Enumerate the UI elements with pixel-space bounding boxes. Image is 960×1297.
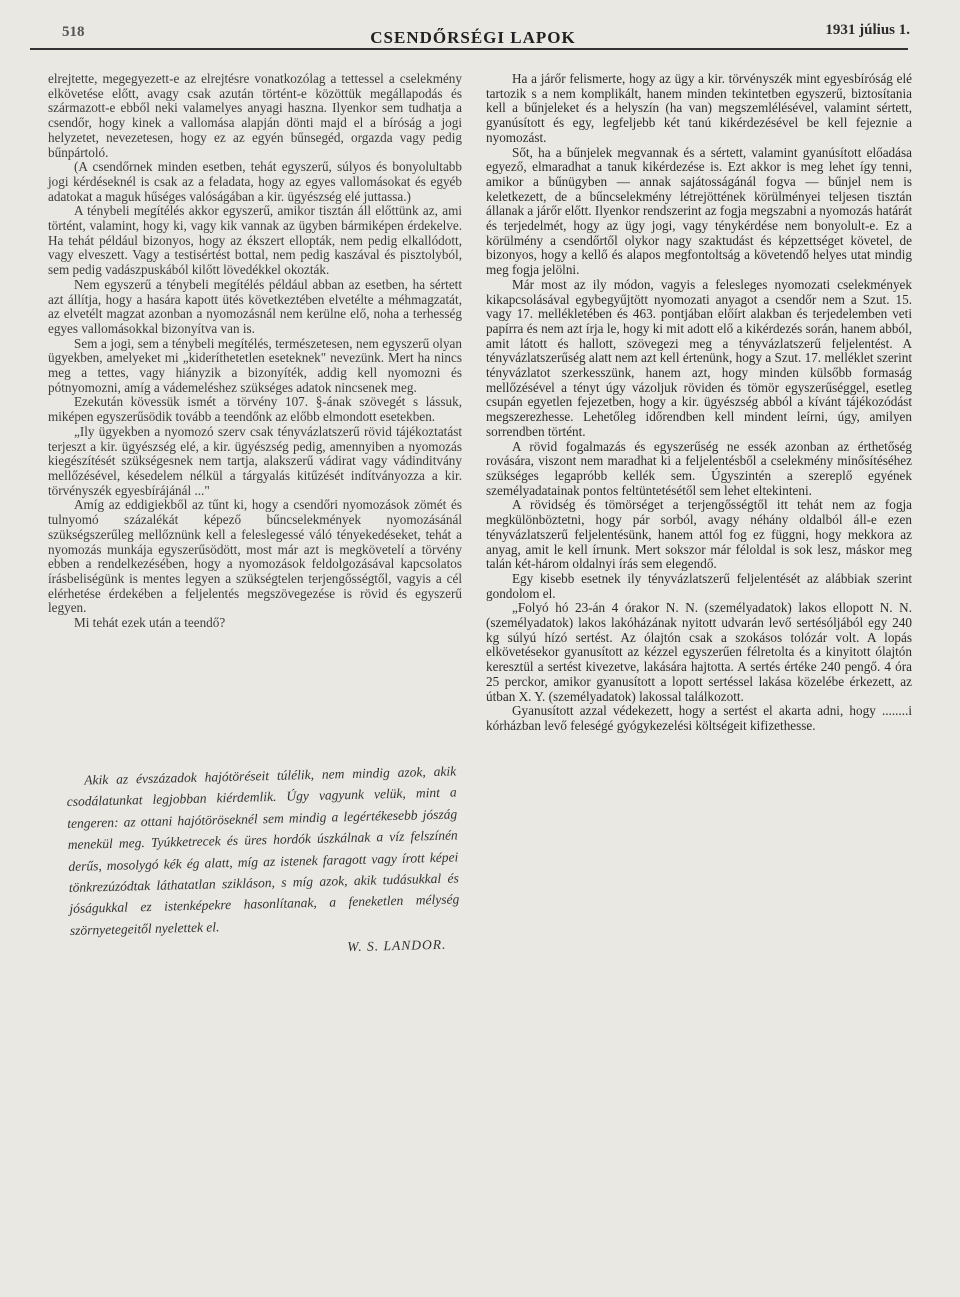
right-paragraph-6: Egy kisebb esetnek ily tényvázlatszerű feljelentését az alábbiak szerint gondolom el. [486,570,912,601]
left-paragraph-5: Sem a jogi, sem a ténybeli megítélés, természetesen, nem egyszerű olyan ügyekben, amelyeket mi „kideríthetetlen eseteknek" nevezünk. Mert ha nincs meg a tettes, vagy hiányzik a bizonyíték, addig kell nyomozni és pótnyomozni, amíg a vádemeléshez szükséges adatok nincsenek meg. [48,335,462,395]
landor-quote [66,760,461,964]
right-paragraph-7: „Folyó hó 23-án 4 órakor N. N. (személyadatok) lakos ellopott N. N. (személyadatok) lakos lakóházának nyitott udvarán levő sertésóljából egy 240 kg súlyú hízó sertést. Az ólajtón csak a szokásos tolózár volt. A lopás elkövetésekor gyanusított az kézzel egyszerűen félretolta és a kinyitott ólajtón keresztül a sertést kivezetve, lakására hajtotta. A sertés értéke 240 pengő. 4 óra 25 perckor, amikor gyanusított a lopott sertéssel lakása közelébe érkezett, az útban X. Y. (személyadatok) lakossal találkozott. [486,600,912,704]
left-column [48,72,462,631]
right-paragraph-5: A rövidség és tömörséget a terjengősségtől itt tehát nem az fogja megkülönböztetni, hogy pár sorból, avagy néhány oldalból áll-e ezen tényvázlatszerű feljelentésünk, hanem attól fog ez függni, hogy mekkora az anyag, amit le kell írnunk. Mert sokszor már féloldal is sok lesz, máskor meg talán két-három oldalnyi írás sem elegendő. [486,497,912,572]
right-paragraph-4: A rövid fogalmazás és egyszerűség ne essék azonban az érthetőség rovására, viszont nem maradhat ki a feljelentésből a cselekmény minősítéséhez szükséges legapróbb kellék sem. Úgyszintén a szereplő egyének személyadatainak pontos feltüntetésétől sem lehet eltekinteni. [486,438,912,498]
left-paragraph-3: A ténybeli megítélés akkor egyszerű, amikor tisztán áll előttünk az, ami történt, valamint, hogy ki, vagy kik vannak az ügyben bármiképen érdekelve. Ha tehát például bizonyos, hogy az ékszert ellopták, nem pedig elkallódott, vagy elveszett. Vagy a testisértést bottal, nem pedig kaszával és pisztolyból, sem pedig vadászpuskából kilőtt lövedékkel okozták. [48,203,462,278]
left-paragraph-1: elrejtette, megegyezett-e az elrejtésre vonatkozólag a tettessel a cselekmény elkövetése előtt, avagy csak azután történt-e közöttük megállapodás és származott-e ebből neki valamelyes anyagi haszna. Ilyenkor sem tudhatja a csendőr, hogy kinek a vallomása alapján dönti majd el a bíróság a jogi helyzetet, nevezetesen, hogy ez az egyén bűnsegéd, orgazda vagy pedig bűnpártoló. [48,71,462,160]
left-paragraph-7: „Ily ügyekben a nyomozó szerv csak tényvázlatszerű rövid tájékoztatást terjeszt a kir. ügyészség elé, a kir. ügyészség pedig, amennyiben a nyomozás kiegészítését szükségesnek nem tartja, alakszerű vádirat vagy vádinditvány mellőzésével, késedelem nélkül a tárgyalás kitűzését indítványozza a kir. törvényszék egyesbírájánál ..." [48,423,462,498]
journal-title: CSENDŐRSÉGI LAPOK [370,28,576,47]
header-rule [30,48,908,50]
right-column [486,72,912,734]
page-number: 518 [62,24,85,40]
quote-text: Akik az évszázadok hajótöréseit túlélik, nem mindig azok, akik csodálatunkat legjobban kiérdemlik. Úgy vagyunk velük, mint a tengeren: az ottani hajótöröseknél sem mindig a legértékesebb jószág menekül meg. Tyúkketrecek és üres hordók úszkálnak a víz felszínén derűs, mosolygó kék ég alatt, míg az istenek faragott vagy írott képei tönkrezúzódtak láthatatlan szikláson, s míg azok, akik tudásukkal és jóságukkal ez istenképekre hasonlítanak, a feneketlen mélység szörnyetegeitől nyelettek el. [66,763,460,938]
left-paragraph-4: Nem egyszerű a ténybeli megítélés például abban az esetben, ha sértett azt állítja, hogy a hasára kapott ütés következtében elvetélte a méhmagzatát, az elvetélt magzat azonban a nyomozásnál nem kerülne elő, noha a terhesség egyes vallomásokkal bizonyítva van is. [48,276,462,336]
right-paragraph-8: Gyanusított azzal védekezett, hogy a sertést el akarta adni, hogy ........i kórházban levő feleségé gyógykezelési költségeit kifizethesse. [486,703,912,733]
quote-author: W. S. LANDOR. [347,937,447,955]
right-paragraph-2: Sőt, ha a bűnjelek megvannak és a sértett, valamint gyanúsított előadása egyező, elmaradhat a tanuk kikérdezése is. Ezt akkor is meg lehet így tenni, amikor a bűnügyben — annak sajátosságánál fogva — bűnjel nem is keletkezett, de a bűncselekmény létrejöttének körülményei teljesen tisztán állanak a járőr előtt. Ilyenkor rendszerint az fogja megszabni a nyomozás határát és terjedelmét, hogy az ügy jogi, vagy ténykérdése nem bonyolult-e. Ez a körülmény a csendőrtől olykor nagy szaktudást és képzettséget követel, de bizonyos, hogy a kellő és alapos megfontoltság a követendő helyes utat mindig meg fogja jelölni. [486,144,912,278]
issue-date: 1931 július 1. [825,22,910,38]
left-paragraph-9: Mi tehát ezek után a teendő? [74,615,226,631]
right-paragraph-3: Már most az ily módon, vagyis a felesleges nyomozati cselekmények kikapcsolásával egybegyűjtött nyomozati anyagot a csendőr nem a Szut. 15. vagy 17. mellékletében és 463. pontjában előírt alakban és terjedelemben veti papírra és nem azt írja le, hogy ki mit adott elő a kikérdezés során, hanem abból, amit látott és hallott, szövegezi meg a tényvázlatszerű feljelentést. A tényvázlatszerűség alatt nem azt kell értenünk, hogy a Szut. 17. melléklet szerint tényvázlatot szerkesszünk, hanem azt, hogy minden külsőbb formaság mellőzésével a tényt úgy vázoljuk röviden és tömör egyszerűséggel, esetleg csupán egyetlen fejezetben, hogy a kir. ügyészség abból a kívánt tájékozódást megszerezhesse. Lehetőleg időrendben kell mindent leírni, úgy, amilyen sorrendben történt. [486,276,912,439]
page-header [36,22,910,46]
left-paragraph-8: Amíg az eddigiekből az tűnt ki, hogy a csendőri nyomozások zömét és tulnyomó százalékát képező bűncselekmények nyomozásánál szükségszerűleg mellőznünk kell a feleslegessé váló tényekedéseket, tehát a nyomozás munkája egyszerűsödött, most már azt is megkövetelí a törvény ebben a rendelkezésében, hogy a nyomozások feldolgozásával kapcsolatos írásbeliségünk is mentes legyen a szükségtelen terjengősségtől, vagyis a cél elérhetése érdekében a feljelentés megszövegezése is rövid és egyszerű legyen. [48,497,462,616]
left-paragraph-6: Ezekután kövessük ismét a törvény 107. §-ának szövegét s lássuk, miképen egyszerűsödik tovább a teendőnk az előbb elmondott esetekben. [48,394,462,425]
left-paragraph-2: (A csendőrnek minden esetben, tehát egyszerű, súlyos és bonyolultabb jogi kérdéseknél is csak az a feladata, hogy az egyes vallomásokat és egyéb adatokat a maguk hűséges valóságában a kir. ügyészség elé juttassa.) [48,159,462,204]
right-paragraph-1: Ha a járőr felismerte, hogy az ügy a kir. törvényszék mint egyesbíróság elé tartozik s a nem komplikált, hanem minden tekintetben egyszerű, biztosítania kell a bűnjeleket és a helyszín (ha van) megszemlélésével, valamint sértett, gyanúsított és egy, legfeljebb két tanú kikérdezésével be kell fejeznie a nyomozást. [486,71,912,145]
